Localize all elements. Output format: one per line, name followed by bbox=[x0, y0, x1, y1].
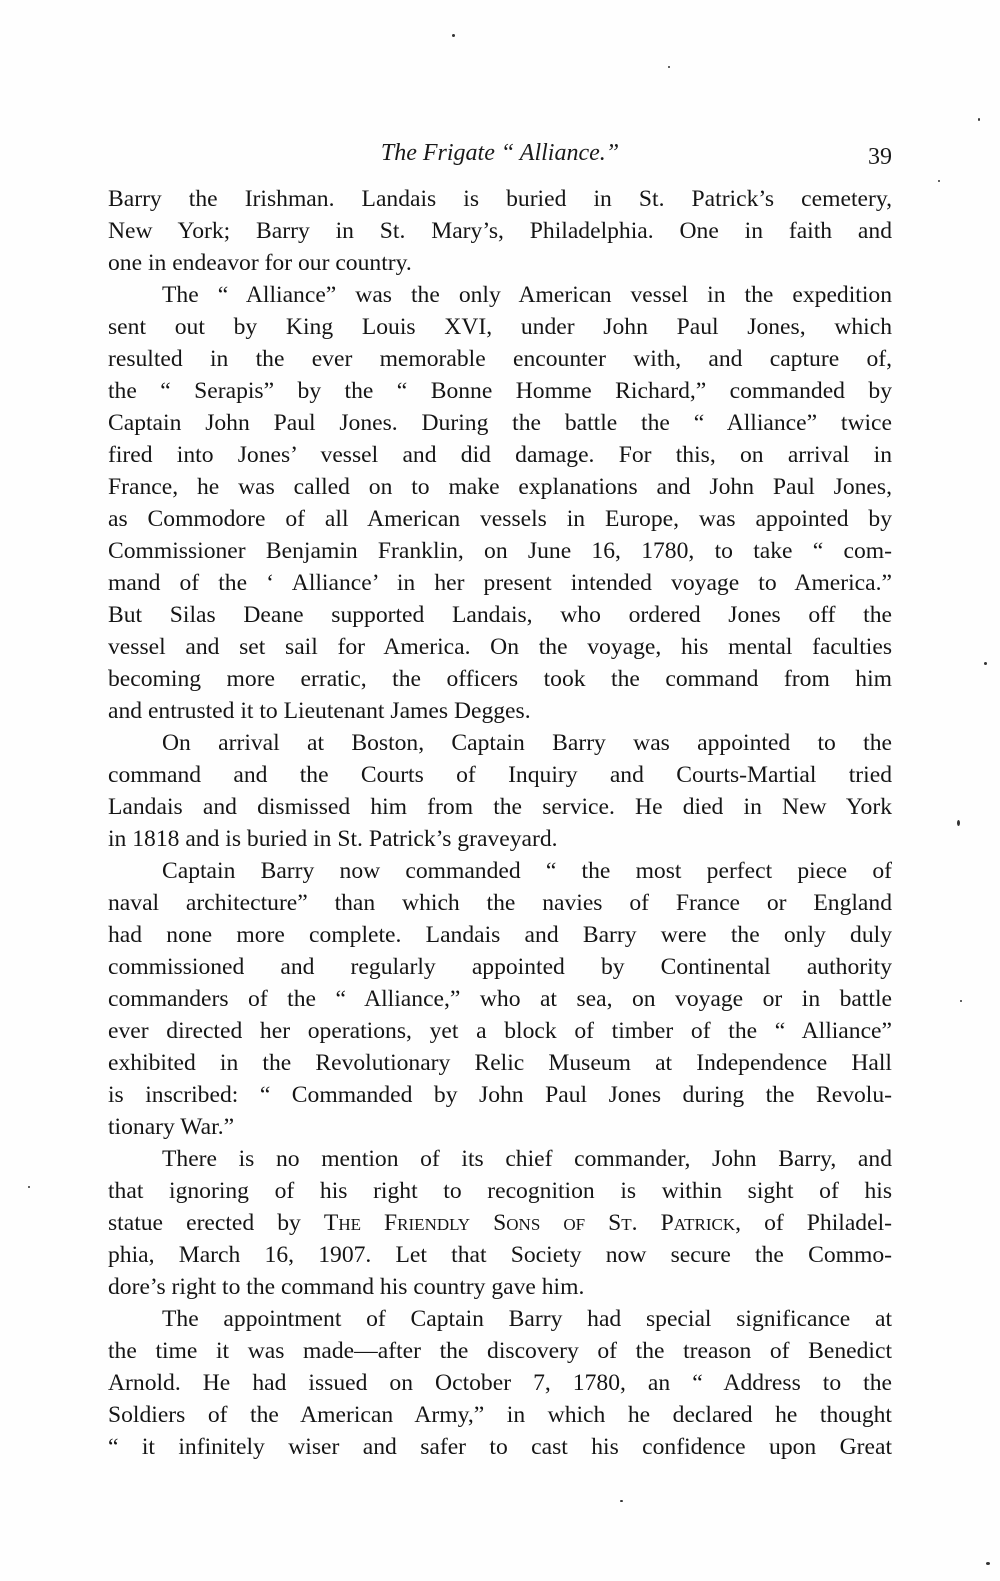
text-line: is inscribed: “ Commanded by John Paul Jones during the Revolu- bbox=[108, 1082, 892, 1108]
text-line: tionary War.” bbox=[108, 1114, 235, 1140]
text-line: exhibited in the Revolutionary Relic Museum at Independence Hall bbox=[108, 1050, 892, 1076]
scan-speck bbox=[668, 66, 670, 68]
text-line: New York; Barry in St. Mary’s, Philadelphia. One in faith and bbox=[108, 218, 892, 244]
text-line: dore’s right to the command his country gave him. bbox=[108, 1274, 585, 1300]
text-line: one in endeavor for our country. bbox=[108, 250, 412, 276]
text-line: mand of the ‘ Alliance’ in her present intended voyage to America.” bbox=[108, 570, 892, 596]
small-caps-society-name: The Friendly Sons of St. Patrick bbox=[323, 1210, 736, 1236]
text-line: Captain John Paul Jones. During the battle the “ Alliance” twice bbox=[108, 410, 892, 436]
text-line: Barry the Irishman. Landais is buried in St. Patrick’s cemetery, bbox=[108, 186, 892, 212]
text-line: in 1818 and is buried in St. Patrick’s graveyard. bbox=[108, 826, 558, 852]
text-line: ever directed her operations, yet a block of timber of the “ Alliance” bbox=[108, 1018, 892, 1044]
text-line: fired into Jones’ vessel and did damage. For this, on arrival in bbox=[108, 442, 892, 468]
text-line: command and the Courts of Inquiry and Courts-Martial tried bbox=[108, 762, 892, 788]
scan-speck bbox=[28, 1186, 30, 1188]
text-line: But Silas Deane supported Landais, who ordered Jones off the bbox=[108, 602, 892, 628]
text-line: There is no mention of its chief commander, John Barry, and bbox=[162, 1146, 892, 1172]
text-line: statue erected by The Friendly Sons of St. Patrick, of Philadel- bbox=[108, 1210, 892, 1236]
text-line: phia, March 16, 1907. Let that Society now secure the Commo- bbox=[108, 1242, 892, 1268]
page-number: 39 bbox=[868, 144, 892, 170]
text-line: the “ Serapis” by the “ Bonne Homme Richard,” commanded by bbox=[108, 378, 892, 404]
text-line: vessel and set sail for America. On the voyage, his mental faculties bbox=[108, 634, 892, 660]
text-line: France, he was called on to make explanations and John Paul Jones, bbox=[108, 474, 892, 500]
text-line: commanders of the “ Alliance,” who at sea, on voyage or in battle bbox=[108, 986, 892, 1012]
text-line: Commissioner Benjamin Franklin, on June 16, 1780, to take “ com- bbox=[108, 538, 892, 564]
text-line: and entrusted it to Lieutenant James Degges. bbox=[108, 698, 531, 724]
text-line: Landais and dismissed him from the service. He died in New York bbox=[108, 794, 892, 820]
running-head-title: The Frigate “ Alliance.” bbox=[380, 140, 620, 166]
text-line: The “ Alliance” was the only American vessel in the expedition bbox=[162, 282, 892, 308]
text-line: commissioned and regularly appointed by Continental authority bbox=[108, 954, 892, 980]
text-line: “ it infinitely wiser and safer to cast his confidence upon Great bbox=[108, 1434, 892, 1460]
scan-speck bbox=[620, 1500, 623, 1502]
scan-speck bbox=[986, 1562, 990, 1565]
text-line: Captain Barry now commanded “ the most perfect piece of bbox=[162, 858, 892, 884]
text-line: had none more complete. Landais and Barry were the only duly bbox=[108, 922, 892, 948]
text-line: sent out by King Louis XVI, under John Paul Jones, which bbox=[108, 314, 892, 340]
scan-speck bbox=[984, 662, 987, 665]
scan-speck bbox=[938, 180, 940, 182]
text-line: The appointment of Captain Barry had special significance at bbox=[162, 1306, 892, 1332]
text-line: resulted in the ever memorable encounter with, and capture of, bbox=[108, 346, 892, 372]
scan-speck bbox=[452, 34, 455, 37]
scan-speck bbox=[960, 1000, 962, 1002]
text-line: becoming more erratic, the officers took the command from him bbox=[108, 666, 892, 692]
text-line: naval architecture” than which the navies of France or England bbox=[108, 890, 892, 916]
text-line: that ignoring of his right to recognition is within sight of his bbox=[108, 1178, 892, 1204]
scan-speck bbox=[978, 118, 980, 121]
text-line: the time it was made—after the discovery of the treason of Benedict bbox=[108, 1338, 892, 1364]
text-line: as Commodore of all American vessels in Europe, was appointed by bbox=[108, 506, 892, 532]
scan-speck bbox=[957, 820, 960, 826]
text-line: Soldiers of the American Army,” in which he declared he thought bbox=[108, 1402, 892, 1428]
text-line: Arnold. He had issued on October 7, 1780, an “ Address to the bbox=[108, 1370, 892, 1396]
text-line: On arrival at Boston, Captain Barry was appointed to the bbox=[162, 730, 892, 756]
